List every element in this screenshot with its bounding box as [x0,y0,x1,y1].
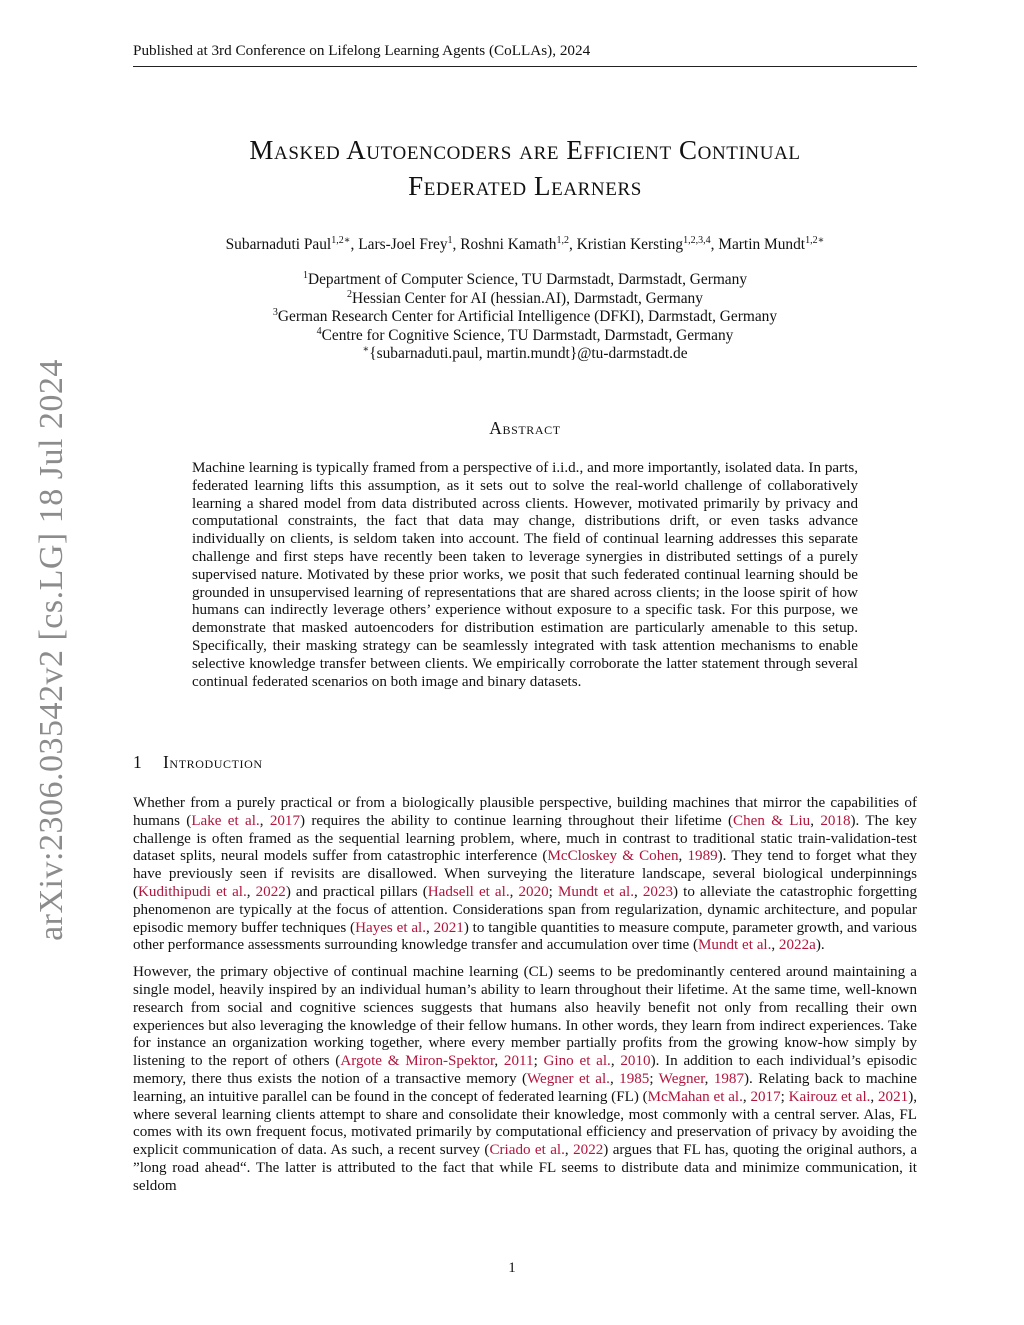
citation-link[interactable]: Argote & Miron-Spektor [340,1053,495,1070]
citation-link[interactable]: 2020 [518,883,549,900]
affiliation-marker: 3 [272,307,278,318]
citation-link[interactable]: Kudithipudi et al. [138,883,247,900]
citation-link[interactable]: Wegner [658,1070,705,1087]
citation-link[interactable]: 1989 [687,848,718,865]
body-paragraph: However, the primary objective of continual machine learning (CL) seems to be predominantly centered around maintaining a single model, heavily inspired by an individual human’s ability to learn throughout their lifetime. At the same time, well-known research from social and cognitive sciences suggests that humans also heavily benefit not only from recalling their own experiences but also leveraging the knowledge of their fellow humans. In other words, they learn from indirect experiences. Take for instance an organization working together, where every member partially profits from the growing know-how simply by listening to the report of others (Argote & Miron-Spektor, 2011; Gino et al., 2010). In addition to each individual’s episodic memory, there thus exists the notion of a transactive memory (Wegner et al., 1985; Wegner, 1987). Relating back to machine learning, an intuitive parallel can be found in the concept of federated learning (FL) (McMahan et al., 2017; Kairouz et al., 2021), where several learning clients attempt to share and consolidate their knowledge, most commonly with a central server. Alas, FL comes with its own frequent focus, motivated primarily by computational efficiency and preservation of privacy by avoiding the explicit communication of data. As such, a recent survey (Criado et al., 2022) argues that FL has, quoting the original authors, a ”long road ahead“. The latter is attributed to the fact that while FL seems to distribute data and minimize communication, it seldom [133,964,918,1194]
affiliation-marker: 1 [302,270,308,281]
author-affiliation-marker: 1,2∗ [331,235,351,246]
section-title: Introduction [163,752,263,772]
citation-link[interactable]: 2018 [820,812,851,829]
citation-link[interactable]: Chen & Liu [733,812,811,829]
affiliation-marker: 2 [347,288,353,300]
section-heading [133,752,263,773]
paper-title [133,132,917,204]
abstract-heading: Abstract [489,418,561,438]
affiliation-line [133,327,917,346]
citation-link[interactable]: Hadsell et al. [427,883,510,900]
citation-link[interactable]: Criado et al. [489,1142,565,1159]
author-list: Subarnaduti Paul$^{1,2∗}$, Lars-Joel Frey$^1$, Roshni Kamath$^{1,2}$, Kristian Kersting$^{1,2,3,4}$, Martin Mundt$^{1,2∗}$ [225,235,825,253]
affiliation-text: German Research Center for Artificial Intelligence (DFKI), Darmstadt, Germany [277,308,778,325]
affiliation-line [133,308,917,327]
citation-link[interactable]: McMahan et al. [647,1088,743,1105]
affiliation-line [133,290,917,309]
citation-link[interactable]: 2017 [269,812,300,829]
affiliation-list [133,271,917,364]
affiliation-line [133,345,917,364]
citation-link[interactable]: Gino et al. [543,1053,611,1070]
conference-header: Published at 3rd Conference on Lifelong Learning Agents (CoLLAs), 2024 [133,42,917,67]
body-paragraph: Whether from a purely practical or from a biologically plausible perspective, building machines that mirror the capabilities of humans (Lake et al., 2017) requires the ability to continue learning throughout their lifetime (Chen & Liu, 2018). The key challenge is often framed as the sequential learning problem, where, much in contrast to traditional static train-validation-test dataset splits, neural models suffer from catastrophic interference (McCloskey & Cohen, 1989). They tend to forget what they have previously seen if revisits are disallowed. When surveying the literature landscape, several biological underpinnings (Kudithipudi et al., 2022) and practical pillars (Hadsell et al., 2020; Mundt et al., 2023) to alleviate the catastrophic forgetting phenomenon are typically at the focus of attention. Considerations span from regularization, dynamic architecture, and popular episodic memory buffer techniques (Hayes et al., 2021) to tangible quantities to measure compute, parameter growth, and various other performance assessments surrounding knowledge transfer and accumulation over time (Mundt et al., 2022a). [133,795,918,954]
citation-link[interactable]: 2021 [433,919,464,936]
affiliation-line [133,271,917,290]
author-affiliation-marker: 1,2 [556,235,569,246]
citation-link[interactable]: Mundt et al. [698,937,772,954]
citation-link[interactable]: 1987 [713,1070,745,1087]
author-affiliation-marker: 1,2∗ [805,235,825,246]
page-number: 1 [508,1260,516,1276]
citation-link[interactable]: 2021 [878,1088,909,1105]
abstract-text: Machine learning is typically framed from a perspective of i.i.d., and more importantly, isolated data. In parts, federated learning lifts this assumption, as it sets out to solve the real-world challenge of collaboratively learning a shared model from data distributed across clients. However, motivated primarily by privacy and computational constraints, the fact that data may change, distributions drift, or even tasks advance individually on clients, is seldom taken into account. The field of continual learning addresses this separate challenge and first steps have recently been taken to leverage synergies in distributed settings of a purely supervised nature. Motivated by these prior works, we posit that such federated continual learning should be grounded in unsupervised learning of representations that are shared across clients; in the loose spirit of how humans can indirectly leverage others’ experience without exposure to a specific task. For this purpose, we demonstrate that masked autoencoders for distribution estimation are particularly amenable to this setup. Specifically, their masking strategy can be seamlessly integrated with task attention mechanisms to enable selective knowledge transfer between clients. We empirically corroborate the latter statement through several continual federated scenarios on both image and binary datasets. [192,460,858,690]
section-number: 1 [133,752,143,772]
affiliation-marker: 4 [316,325,322,337]
author-name: Subarnaduti Paul [225,236,332,253]
author-affiliation-marker: 1,2,3,4 [683,235,711,246]
citation-link[interactable]: Lake et al. [191,812,260,829]
citation-link[interactable]: Kairouz et al. [788,1088,871,1105]
citation-link[interactable]: McCloskey & Cohen [547,848,679,865]
citation-link[interactable]: 2023 [642,883,674,900]
citation-link[interactable]: 2022 [255,883,286,900]
author-name: Martin Mundt [718,236,806,253]
citation-link[interactable]: Mundt et al. [557,883,634,900]
author-name: Roshni Kamath [460,236,557,253]
affiliation-text: {subarnaduti.paul, martin.mundt}@tu-darmstadt.de [369,345,688,362]
author-name: Lars-Joel Frey [358,236,448,253]
title-line-2: Federated Learners [408,171,642,201]
citation-link[interactable]: 2022 [573,1142,604,1159]
introduction-body [133,795,917,1205]
arxiv-identifier-stamp: arXiv:2306.03542v2 [cs.LG] 18 Jul 2024 [33,359,70,941]
author-affiliation-marker: 1 [447,235,453,246]
affiliation-text: Hessian Center for AI (hessian.AI), Darmstadt, Germany [352,289,703,307]
citation-link[interactable]: 2010 [620,1053,651,1070]
citation-link[interactable]: 2011 [503,1053,534,1070]
author-name: Kristian Kersting [576,236,684,253]
title-line-1: Masked Autoencoders are Efficient Continual [249,135,801,165]
affiliation-text: Department of Computer Science, TU Darmstadt, Darmstadt, Germany [307,271,748,288]
citation-link[interactable]: Wegner et al. [526,1070,610,1087]
citation-link[interactable]: 1985 [619,1070,650,1087]
citation-link[interactable]: Hayes et al. [355,919,427,936]
affiliation-text: Centre for Cognitive Science, TU Darmstadt, Darmstadt, Germany [321,326,734,344]
citation-link[interactable]: 2022a [778,937,816,954]
citation-link[interactable]: 2017 [750,1088,781,1105]
affiliation-marker: ∗ [362,344,370,355]
